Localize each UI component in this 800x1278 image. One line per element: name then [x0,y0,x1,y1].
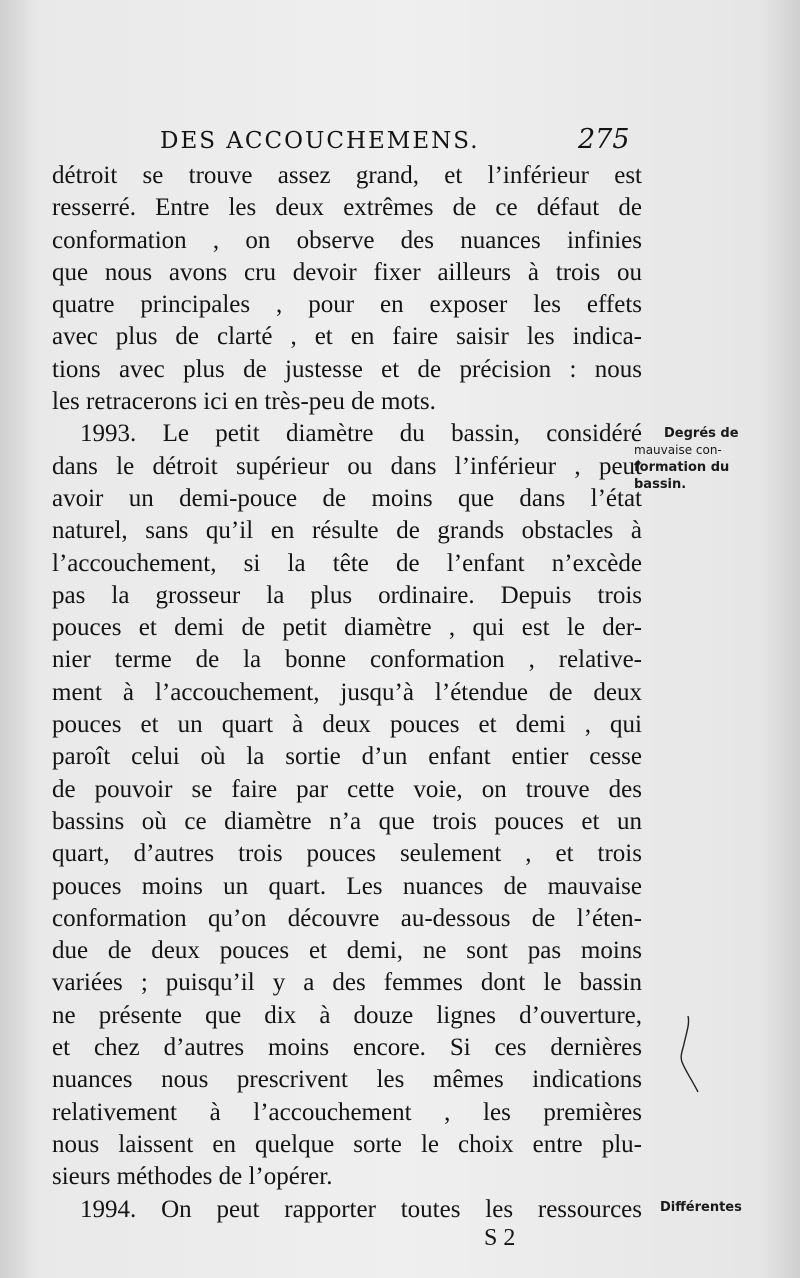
text-line: nuances nous prescrivent les mêmes indications [52,1066,642,1094]
text-line: quart, d’autres trois pouces seulement , et trois [52,840,642,868]
running-head [160,126,640,162]
text-line: conformation , on observe des nuances infinies [52,226,642,254]
text-line: due de deux pouces et demi, ne sont pas moins [52,937,642,965]
text-line: les retracerons ici en très-peu de mots. [52,388,436,416]
text-line: pouces moins un quart. Les nuances de mauvaise [52,872,642,900]
running-title: DES ACCOUCHEMENS. [160,128,480,154]
pencil-bracket-mark [676,1014,706,1094]
text-line: l’accouchement, si la tête de l’enfant n’excède [52,549,642,577]
text-line: nier terme de la bonne conformation , relative- [52,646,642,674]
text-line: de pouvoir se faire par cette voie, on trouve des [52,775,642,803]
text-line: pouces et un quart à deux pouces et demi , qui [52,711,642,739]
text-line: sieurs méthodes de l’opérer. [52,1163,333,1191]
text-line: pouces et demi de petit diamètre , qui est le der- [52,614,642,642]
text-line: naturel, sans qu’il en résulte de grands obstacles à [52,517,642,545]
text-line: paroît celui où la sortie d’un enfant entier cesse [52,743,642,771]
text-line: détroit se trouve assez grand, et l’inférieur est [52,162,642,189]
margin-note-line: formation du [634,460,730,475]
text-line: avec plus de clarté , et en faire saisir les indica- [52,323,642,351]
text-line: dans le détroit supérieur ou dans l’inférieur , peut [52,452,642,480]
text-line: quatre principales , pour en exposer les effets [52,291,642,319]
text-line: resserré. Entre les deux extrêmes de ce défaut de [52,194,642,222]
margin-note-degrees [634,425,764,493]
body-text [52,160,642,1226]
margin-note-line: bassin. [634,477,687,492]
paragraph-1993-start: 1993. Le petit diamètre du bassin, considéré [80,420,642,448]
margin-note-line: mauvaise con- [634,443,722,457]
text-line: variées ; puisqu’il y a des femmes dont le bassin [52,969,642,997]
signature-mark: S 2 [484,1225,516,1251]
page-number: 275 [578,124,630,155]
text-line: ment à l’accouchement, jusqu’à l’étendue de deux [52,678,642,706]
text-line: que nous avons cru devoir fixer ailleurs à trois ou [52,258,642,286]
margin-note-line: Degrés de [664,426,739,441]
text-line: bassins où ce diamètre n’a que trois pouces et un [52,807,642,835]
paragraph-1994-start: 1994. On peut rapporter toutes les ressources [80,1195,642,1223]
text-line: conformation qu’on découvre au-dessous de l’éten- [52,904,642,932]
text-line: pas la grosseur la plus ordinaire. Depuis trois [52,581,642,609]
text-line: tions avec plus de justesse et de précision : nous [52,355,642,383]
text-line: relativement à l’accouchement , les premières [52,1098,642,1126]
text-line: avoir un demi-pouce de moins que dans l’état [52,484,642,512]
text-line: ne présente que dix à douze lignes d’ouverture, [52,1001,642,1029]
text-line: nous laissent en quelque sorte le choix entre plu- [52,1130,642,1158]
text-line: et chez d’autres moins encore. Si ces dernières [52,1034,642,1062]
margin-note-differentes: Différentes [660,1200,742,1215]
